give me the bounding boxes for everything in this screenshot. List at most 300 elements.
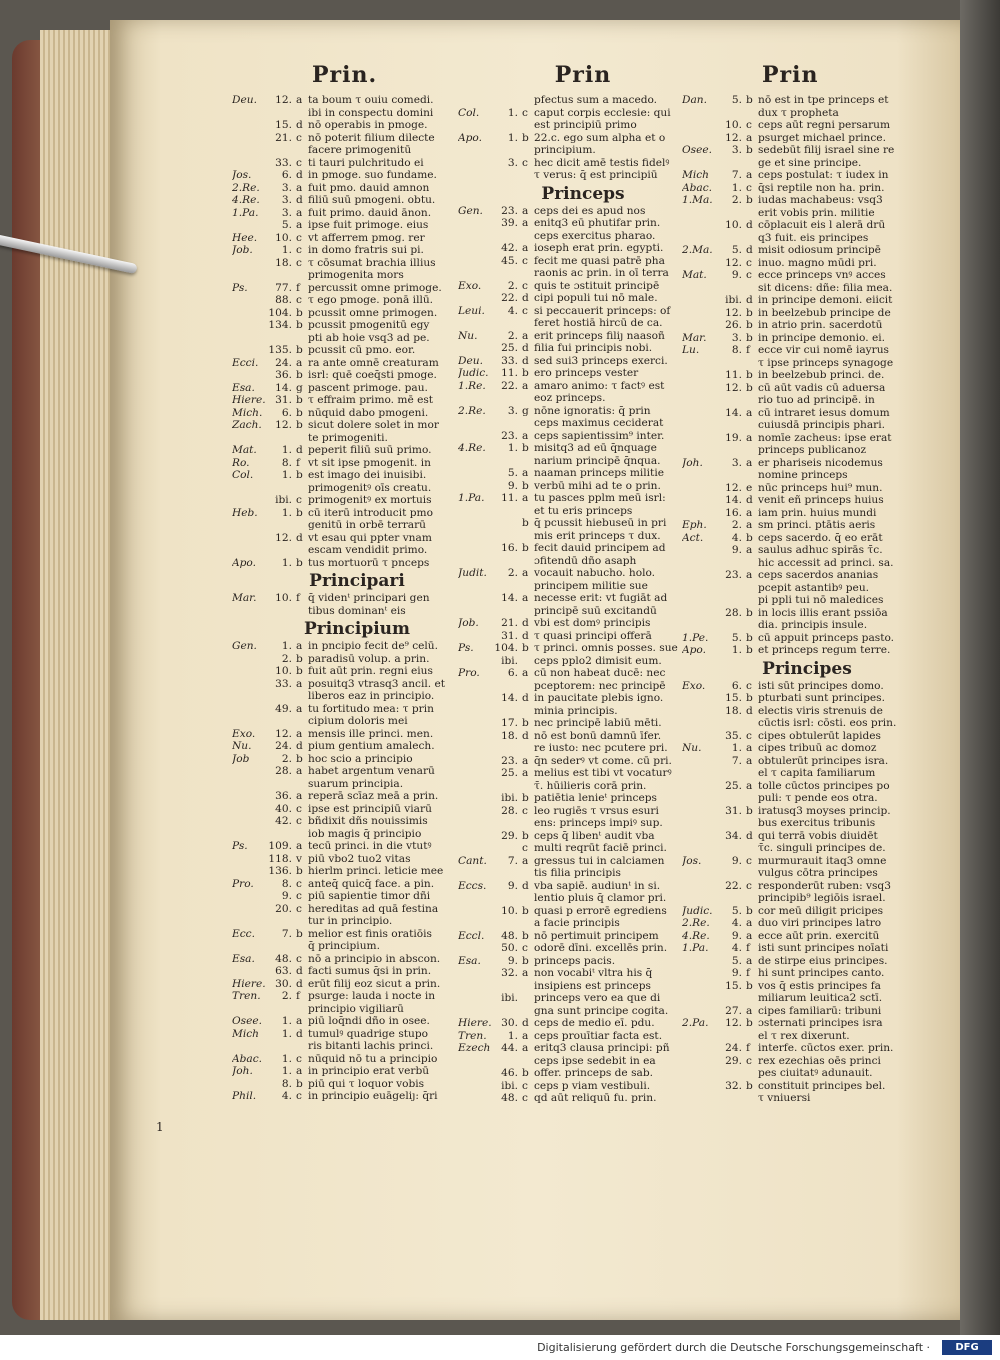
book-reference: Hiere. xyxy=(458,1017,492,1029)
chapter-number xyxy=(492,94,522,107)
concordance-entry xyxy=(682,519,932,532)
concordance-entry xyxy=(682,482,932,495)
section-letter xyxy=(296,1003,308,1016)
concordance-entry xyxy=(682,169,932,182)
concordance-entry xyxy=(682,157,932,170)
chapter-number: ibi. xyxy=(501,992,518,1004)
entry-text: paradisū volup. a prin. xyxy=(308,652,430,665)
section-letter: b xyxy=(746,144,753,156)
concordance-entry xyxy=(458,680,708,693)
entry-text: in beelzebub principe de xyxy=(758,306,891,319)
book-reference xyxy=(682,717,716,730)
concordance-entry xyxy=(232,457,482,470)
section-letter: d xyxy=(296,531,303,544)
section-letter: a xyxy=(746,929,753,942)
chapter-number: 4. xyxy=(507,304,518,317)
entry-text: melior est finis oratiōis xyxy=(308,927,432,940)
chapter-number: 15. xyxy=(275,119,292,131)
chapter-number xyxy=(266,940,296,953)
entry-text: de stirpe eius principes. xyxy=(758,954,888,967)
book-reference xyxy=(682,767,716,780)
concordance-entry xyxy=(232,332,482,345)
entry-text: puli: τ pende eos otra. xyxy=(758,792,878,804)
entry-text: cūctis isrl: cōsti. eos prin. xyxy=(758,717,897,729)
book-reference xyxy=(682,1092,716,1105)
entry-text: q̄si reptile non ha. prin. xyxy=(758,181,885,194)
book-reference xyxy=(458,517,492,530)
concordance-entry xyxy=(682,1092,932,1105)
chapter-number: 34. xyxy=(725,829,742,842)
book-reference: Apo. xyxy=(682,644,706,656)
book-reference xyxy=(682,319,716,332)
book-reference: Act. xyxy=(682,531,704,544)
concordance-entry xyxy=(458,980,708,993)
section-letter: a xyxy=(746,917,753,929)
concordance-entry xyxy=(458,330,708,343)
concordance-entry xyxy=(682,494,932,507)
concordance-entry xyxy=(682,705,932,718)
book-reference: 2.Pa. xyxy=(682,1017,709,1029)
entry-text: vba sapiē. audiunᵗ in si. xyxy=(534,879,661,892)
chapter-number: 26. xyxy=(725,319,742,331)
chapter-number xyxy=(492,705,522,718)
section-letter xyxy=(746,717,758,730)
book-reference xyxy=(458,1005,492,1018)
book-reference: Job. xyxy=(458,617,479,629)
entry-text: filiū suū pmogeni. obtu. xyxy=(308,194,436,206)
entry-text: naaman princeps militie xyxy=(534,467,664,479)
chapter-number: 2. xyxy=(507,329,518,342)
entry-text: dux τ propheta xyxy=(758,106,839,119)
entry-text: psurget michael prince. xyxy=(758,131,886,144)
book-reference xyxy=(232,1078,266,1091)
concordance-entry xyxy=(458,655,708,668)
concordance-entry xyxy=(682,817,932,830)
section-letter: a xyxy=(746,519,753,531)
entry-text: principē suū excitandū xyxy=(534,604,657,617)
chapter-number: 11. xyxy=(501,492,518,504)
book-reference xyxy=(458,867,492,880)
chapter-number: 8. xyxy=(731,344,742,356)
section-letter xyxy=(522,505,534,518)
section-letter: a xyxy=(522,754,529,767)
concordance-entry xyxy=(682,594,932,607)
section-letter: c xyxy=(296,877,302,890)
section-letter: f xyxy=(296,281,300,294)
chapter-number: 24. xyxy=(275,356,292,369)
book-reference xyxy=(458,1092,492,1105)
section-letter xyxy=(746,207,758,220)
entry-text: rex ezechias oēs princi xyxy=(758,1054,881,1067)
concordance-entry xyxy=(458,692,708,705)
concordance-entry xyxy=(682,407,932,420)
section-letter: a xyxy=(296,1015,303,1027)
book-reference xyxy=(458,767,492,780)
section-letter: b xyxy=(296,306,303,319)
chapter-number: 44. xyxy=(501,1042,518,1054)
concordance-entry xyxy=(232,407,482,420)
chapter-number xyxy=(492,817,522,830)
chapter-number: 5. xyxy=(731,631,742,644)
section-letter: c xyxy=(522,156,528,169)
chapter-number: 2. xyxy=(281,752,292,765)
concordance-entry xyxy=(682,369,932,382)
book-reference xyxy=(232,940,266,953)
concordance-entry xyxy=(458,292,708,305)
chapter-number xyxy=(266,432,296,445)
section-letter xyxy=(296,690,308,703)
entry-text: erit princeps filiȷ naasoñ xyxy=(534,329,665,342)
chapter-number: 23. xyxy=(501,429,518,442)
section-letter xyxy=(296,107,308,120)
section-letter: b xyxy=(296,394,303,406)
section-letter: b xyxy=(296,506,303,519)
entry-text: facere primogenitū xyxy=(308,144,412,156)
book-reference: Eph. xyxy=(682,519,707,531)
section-letter xyxy=(296,482,308,495)
book-reference xyxy=(458,467,492,480)
entry-text: tibus dominanᵗ eis xyxy=(308,604,406,617)
concordance-entry xyxy=(232,1040,482,1053)
book-reference: Mat. xyxy=(682,269,707,281)
chapter-number xyxy=(492,892,522,905)
entry-text: enitq3 eū phutifar prin. xyxy=(534,217,661,229)
book-reference: Hiere. xyxy=(232,977,266,990)
book-reference xyxy=(458,317,492,330)
concordance-entry xyxy=(682,905,932,918)
section-letter: a xyxy=(296,727,303,740)
book-reference xyxy=(232,803,266,816)
section-letter: b xyxy=(522,479,529,492)
concordance-entry xyxy=(682,992,932,1005)
section-letter: d xyxy=(296,119,303,131)
entry-text: pfectus sum a macedo. xyxy=(534,94,658,106)
concordance-entry xyxy=(232,519,482,532)
section-letter: b xyxy=(522,904,529,917)
entry-text: pi ppli tui nō maledices xyxy=(758,594,884,606)
section-letter: a xyxy=(746,1004,753,1017)
chapter-number: 9. xyxy=(731,269,742,281)
entry-text: q̄ videnᵗ principari gen xyxy=(308,592,430,604)
book-reference xyxy=(682,157,716,170)
book-reference: Eccs. xyxy=(458,879,487,892)
entry-text: melius est tibi vt vocaturꝰ xyxy=(534,767,672,779)
chapter-number xyxy=(266,519,296,532)
entry-text: ra ante omnē creaturam xyxy=(308,356,439,369)
section-letter: c xyxy=(522,304,528,317)
section-letter: f xyxy=(296,990,300,1002)
concordance-entry xyxy=(232,878,482,891)
book-reference: Abac. xyxy=(682,181,713,194)
chapter-number xyxy=(716,469,746,482)
entry-text: ioseph erat prin. egypti. xyxy=(534,242,664,254)
chapter-number: 88. xyxy=(275,294,292,306)
chapter-number: 25. xyxy=(725,779,742,792)
book-reference xyxy=(682,805,716,818)
entry-text: genitū in orbē terrarū xyxy=(308,519,427,531)
entry-text: principium. xyxy=(534,144,596,156)
book-reference: 2.Re. xyxy=(458,404,486,417)
entry-text: sit dicens: dñe: filia mea. xyxy=(758,281,893,294)
section-letter: a xyxy=(746,569,753,581)
concordance-entry xyxy=(458,767,708,780)
concordance-entry xyxy=(682,805,932,818)
concordance-entry xyxy=(232,157,482,170)
entry-text: primogenita mors xyxy=(308,269,404,281)
concordance-entry xyxy=(458,342,708,355)
concordance-entry xyxy=(682,692,932,705)
entry-text: pes ciuitatꝰ adunauit. xyxy=(758,1067,873,1079)
concordance-entry xyxy=(458,455,708,468)
chapter-number xyxy=(716,232,746,245)
section-letter: b xyxy=(746,381,753,394)
book-reference: Abac. xyxy=(232,1052,263,1065)
entry-text: te primogeniti. xyxy=(308,431,388,444)
book-reference: Esa. xyxy=(232,381,255,394)
entry-text: sm princi. ptātis aeris xyxy=(758,519,876,531)
book-reference xyxy=(682,730,716,743)
concordance-entry xyxy=(232,828,482,841)
concordance-entry xyxy=(682,294,932,307)
chapter-number xyxy=(492,144,522,157)
book-reference xyxy=(232,544,266,557)
entry-text: τ vniuersi xyxy=(758,1092,811,1104)
chapter-number xyxy=(716,207,746,220)
section-letter: a xyxy=(296,790,303,802)
book-reference: Mich xyxy=(682,169,709,181)
section-letter: f xyxy=(296,592,300,604)
entry-text: tolle cūctos principes po xyxy=(758,779,890,792)
section-letter: d xyxy=(296,740,303,752)
entry-text: odorē dīni. excellēs prin. xyxy=(534,942,668,954)
section-letter xyxy=(746,419,758,432)
chapter-number: 48. xyxy=(501,929,518,942)
chapter-number: 1. xyxy=(281,1015,292,1027)
book-reference: Esa. xyxy=(232,952,255,965)
book-reference xyxy=(682,1030,716,1043)
section-letter: b xyxy=(296,406,303,419)
book-reference xyxy=(232,853,266,866)
chapter-number: 5. xyxy=(731,244,742,256)
section-letter xyxy=(522,817,534,830)
concordance-entry xyxy=(458,955,708,968)
entry-text: necesse erit: vt fugiāt ad xyxy=(534,592,668,604)
concordance-entry xyxy=(682,1042,932,1055)
entry-text: ero princeps vester xyxy=(534,367,639,379)
book-reference: Exo. xyxy=(458,279,482,292)
concordance-entry xyxy=(232,990,482,1003)
book-reference xyxy=(232,494,266,507)
entry-text: er phariseis nicodemus xyxy=(758,456,883,469)
concordance-entry xyxy=(458,417,708,430)
column-3 xyxy=(682,60,932,1105)
concordance-entry xyxy=(232,978,482,991)
entry-text: psurge: lauda i nocte in xyxy=(308,990,436,1002)
chapter-number: 2. xyxy=(281,990,292,1002)
book-reference xyxy=(232,532,266,545)
chapter-number: 42. xyxy=(501,242,518,254)
book-reference xyxy=(682,1005,716,1018)
page-mark: 1 xyxy=(156,1120,164,1134)
entry-text: percussit omne primoge. xyxy=(308,281,442,294)
book-reference xyxy=(682,107,716,120)
entry-text: est principiū primo xyxy=(534,119,637,131)
book-reference: Deu. xyxy=(458,354,483,367)
book-reference xyxy=(232,1040,266,1053)
chapter-number: 7. xyxy=(281,927,292,940)
chapter-number: 3. xyxy=(507,156,518,169)
entry-text: tu fortitudo mea: τ prin xyxy=(308,702,434,715)
entry-text: in principe demoni. eiicit xyxy=(758,294,893,306)
concordance-entry xyxy=(458,157,708,170)
chapter-number: 11. xyxy=(501,367,518,379)
chapter-number: 19. xyxy=(725,431,742,444)
entry-text: caput corpis ecclesie: qui xyxy=(534,106,671,119)
entry-text: nūquid nō tu a principio xyxy=(308,1052,438,1065)
concordance-entry xyxy=(232,703,482,716)
section-letter: c xyxy=(746,854,752,867)
book-reference: Jos. xyxy=(682,854,702,867)
entry-text: princeps publicanoz xyxy=(758,444,867,456)
entry-text: nō est in tpe princeps et xyxy=(758,94,889,106)
chapter-number: 9. xyxy=(507,879,518,892)
chapter-number: 31. xyxy=(275,394,292,406)
entry-text: in principio erat verbū xyxy=(308,1065,430,1077)
concordance-entry xyxy=(682,444,932,457)
section-letter xyxy=(746,892,758,905)
concordance-entry xyxy=(682,742,932,755)
chapter-number xyxy=(716,107,746,120)
book-reference: Ps. xyxy=(232,281,248,294)
entry-text: ipse fuit primoge. eius xyxy=(308,219,429,231)
chapter-number xyxy=(716,619,746,632)
entry-text: nō est bonū damnū īfer. xyxy=(534,729,662,742)
concordance-entry xyxy=(232,640,482,653)
book-reference xyxy=(232,307,266,320)
section-letter: a xyxy=(522,592,529,604)
book-reference xyxy=(232,269,266,282)
entry-text: bus exercitus tribunis xyxy=(758,817,876,829)
concordance-entry xyxy=(232,690,482,703)
concordance-entry xyxy=(232,765,482,778)
concordance-entry xyxy=(458,367,708,380)
entry-text: quis te ɔstituit principē xyxy=(534,279,660,292)
section-letter xyxy=(746,582,758,595)
concordance-entry xyxy=(232,665,482,678)
chapter-number: 39. xyxy=(501,217,518,229)
book-reference: Nu. xyxy=(682,742,702,754)
book-reference xyxy=(682,307,716,320)
concordance-entry xyxy=(458,119,708,132)
book-reference: Ecc. xyxy=(232,927,255,940)
book-reference xyxy=(458,917,492,930)
entry-text: in paucitate plebis igno. xyxy=(534,692,664,704)
book-reference xyxy=(682,1042,716,1055)
chapter-number: 35. xyxy=(725,729,742,742)
concordance-entry xyxy=(458,517,708,530)
book-reference: 1.Pe. xyxy=(682,631,709,644)
entry-text: mis erit princeps τ dux. xyxy=(534,529,661,542)
section-letter: b xyxy=(522,131,529,144)
entry-text: in pmoge. suo fundame. xyxy=(308,169,437,181)
entry-text: interfe. cūctos exer. prin. xyxy=(758,1042,894,1054)
entry-text: tur in principio. xyxy=(308,915,393,927)
running-head: Prin. xyxy=(312,62,378,88)
entry-text: nōne ignoratis: q̄ prin xyxy=(534,404,651,417)
entry-text: nō a principio in abscon. xyxy=(308,952,441,965)
section-letter: a xyxy=(522,329,529,342)
chapter-number: 2. xyxy=(731,519,742,531)
book-reference: Ezech xyxy=(458,1042,491,1054)
section-letter: b xyxy=(522,929,529,942)
entry-text: cuiusdā principis phari. xyxy=(758,419,885,431)
section-letter: a xyxy=(746,406,753,419)
book-reference xyxy=(682,544,716,557)
section-letter: c xyxy=(522,106,528,119)
book-reference: Cant. xyxy=(458,854,487,867)
entry-text: leo rugiēs τ vrsus esuri xyxy=(534,804,659,817)
entry-text: nomīe zacheus: ipse erat xyxy=(758,431,892,444)
chapter-number: 46. xyxy=(501,1067,518,1079)
book-reference xyxy=(682,842,716,855)
entry-text: iratusq3 moyses princip. xyxy=(758,804,891,817)
section-letter: d xyxy=(746,294,753,306)
entry-text: piū qui τ loquor vobis xyxy=(308,1077,425,1090)
entry-text: τ princi. omnis posses. sue xyxy=(534,642,678,654)
section-letter: a xyxy=(522,467,529,479)
chapter-number: 1. xyxy=(731,742,742,754)
entry-text: bñdixit dñs nouissimis xyxy=(308,815,428,827)
concordance-entry xyxy=(682,1067,932,1080)
concordance-entry xyxy=(232,182,482,195)
book-reference xyxy=(458,580,492,593)
section-letter: c xyxy=(296,815,302,827)
entry-text: primogenitꝰ oīs creatu. xyxy=(308,481,432,494)
section-letter xyxy=(296,940,308,953)
concordance-entry xyxy=(682,144,932,157)
concordance-entry xyxy=(458,1080,708,1093)
chapter-number: 5. xyxy=(731,94,742,106)
concordance-entry xyxy=(458,880,708,893)
chapter-number xyxy=(266,144,296,157)
chapter-number: 9. xyxy=(731,544,742,556)
section-letter xyxy=(296,828,308,841)
chapter-number xyxy=(492,580,522,593)
book-reference xyxy=(682,444,716,457)
book-reference xyxy=(458,967,492,980)
chapter-number xyxy=(716,394,746,407)
entry-text: suarum principia. xyxy=(308,777,404,790)
concordance-entry xyxy=(232,803,482,816)
footer-bar xyxy=(0,1335,1000,1360)
section-letter: a xyxy=(296,94,303,106)
concordance-entry xyxy=(682,717,932,730)
entry-text: ceps sacerdo. q̄ eo erāt xyxy=(758,531,883,544)
concordance-entry xyxy=(458,667,708,680)
chapter-number xyxy=(492,505,522,518)
book-reference xyxy=(458,1080,492,1093)
section-letter: f xyxy=(746,942,750,954)
book-reference xyxy=(682,569,716,582)
concordance-entry xyxy=(232,853,482,866)
book-reference: 1.Ma. xyxy=(682,194,713,206)
chapter-number: 9. xyxy=(281,890,292,902)
section-letter xyxy=(746,557,758,570)
entry-text: isti sūt principes domo. xyxy=(758,679,884,692)
book-reference xyxy=(682,1067,716,1080)
chapter-number: ibi. xyxy=(501,654,518,667)
book-reference xyxy=(682,594,716,607)
